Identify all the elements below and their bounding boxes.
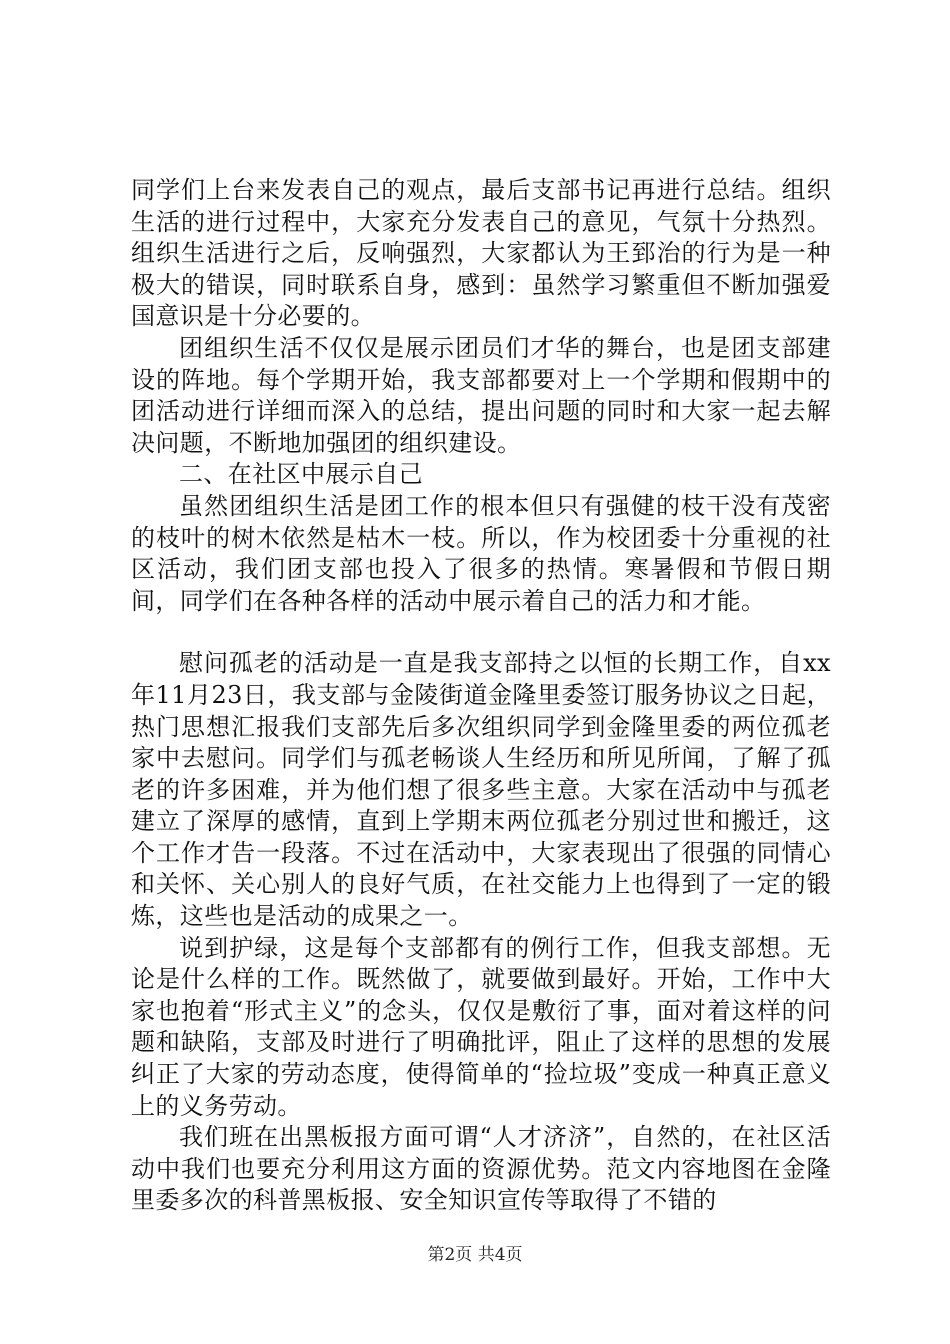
page-number-footer: 第2页 共4页: [427, 1245, 523, 1265]
document-body: [131, 175, 831, 1217]
paragraph-green-protection: 说到护绿，这是每个支部都有的例行工作，但我支部想。无论是什么样的工作。既然做了，就要做到最好。开始，工作中大家也抱着“形式主义”的念头，仅仅是敷衍了事，面对着这样的问题和缺陷，支部及时进行了明确批评，阻止了这样的思想的发展纠正了大家的劳动态度，使得简单的“捡垃圾”变成一种真正意义上的义务劳动。: [131, 933, 831, 1120]
paragraph-blackboard: 我们班在出黑板报方面可谓“人才济济”，自然的，在社区活动中我们也要充分利用这方面的资源优势。范文内容地图在金隆里委多次的科普黑板报、安全知识宣传等取得了不错的: [131, 1123, 831, 1215]
paragraph-community-intro: 虽然团组织生活是团工作的根本但只有强健的枝干没有茂密的枝叶的树木依然是枯木一枝。所以，作为校团委十分重视的社区活动，我们团支部也投入了很多的热情。寒暑假和节假日期间，同学们在各种各样的活动中展示着自己的活力和才能。: [131, 491, 831, 615]
paragraph-elderly-visits: 慰问孤老的活动是一直是我支部持之以恒的长期工作，自xx年11月23日，我支部与金陵街道金隆里委签订服务协议之日起，热门思想汇报我们支部先后多次组织同学到金隆里委的两位孤老家中去慰问。同学们与孤老畅谈人生经历和所见所闻，了解了孤老的许多困难，并为他们想了很多些主意。大家在活动中与孤老建立了深厚的感情，直到上学期末两位孤老分别过世和搬迁，这个工作才告一段落。不过在活动中，大家表现出了很强的同情心和关怀、关心别人的良好气质，在社交能力上也得到了一定的锻炼，这些也是活动的成果之一。: [131, 649, 831, 931]
section-heading-community: 二、在社区中展示自己: [179, 460, 423, 489]
paragraph-organization-life: 团组织生活不仅仅是展示团员们才华的舞台，也是团支部建设的阵地。每个学期开始，我支部都要对上一个学期和假期中的团活动进行详细而深入的总结，提出问题的同时和大家一起去解决问题，不断地加强团的组织建设。: [131, 333, 831, 457]
paragraph-continuation: 同学们上台来发表自己的观点，最后支部书记再进行总结。组织生活的进行过程中，大家充分发表自己的意见，气氛十分热烈。组织生活进行之后，反响强烈，大家都认为王郅治的行为是一种极大的错误，同时联系自身，感到：虽然学习繁重但不断加强爱国意识是十分必要的。: [131, 176, 831, 331]
